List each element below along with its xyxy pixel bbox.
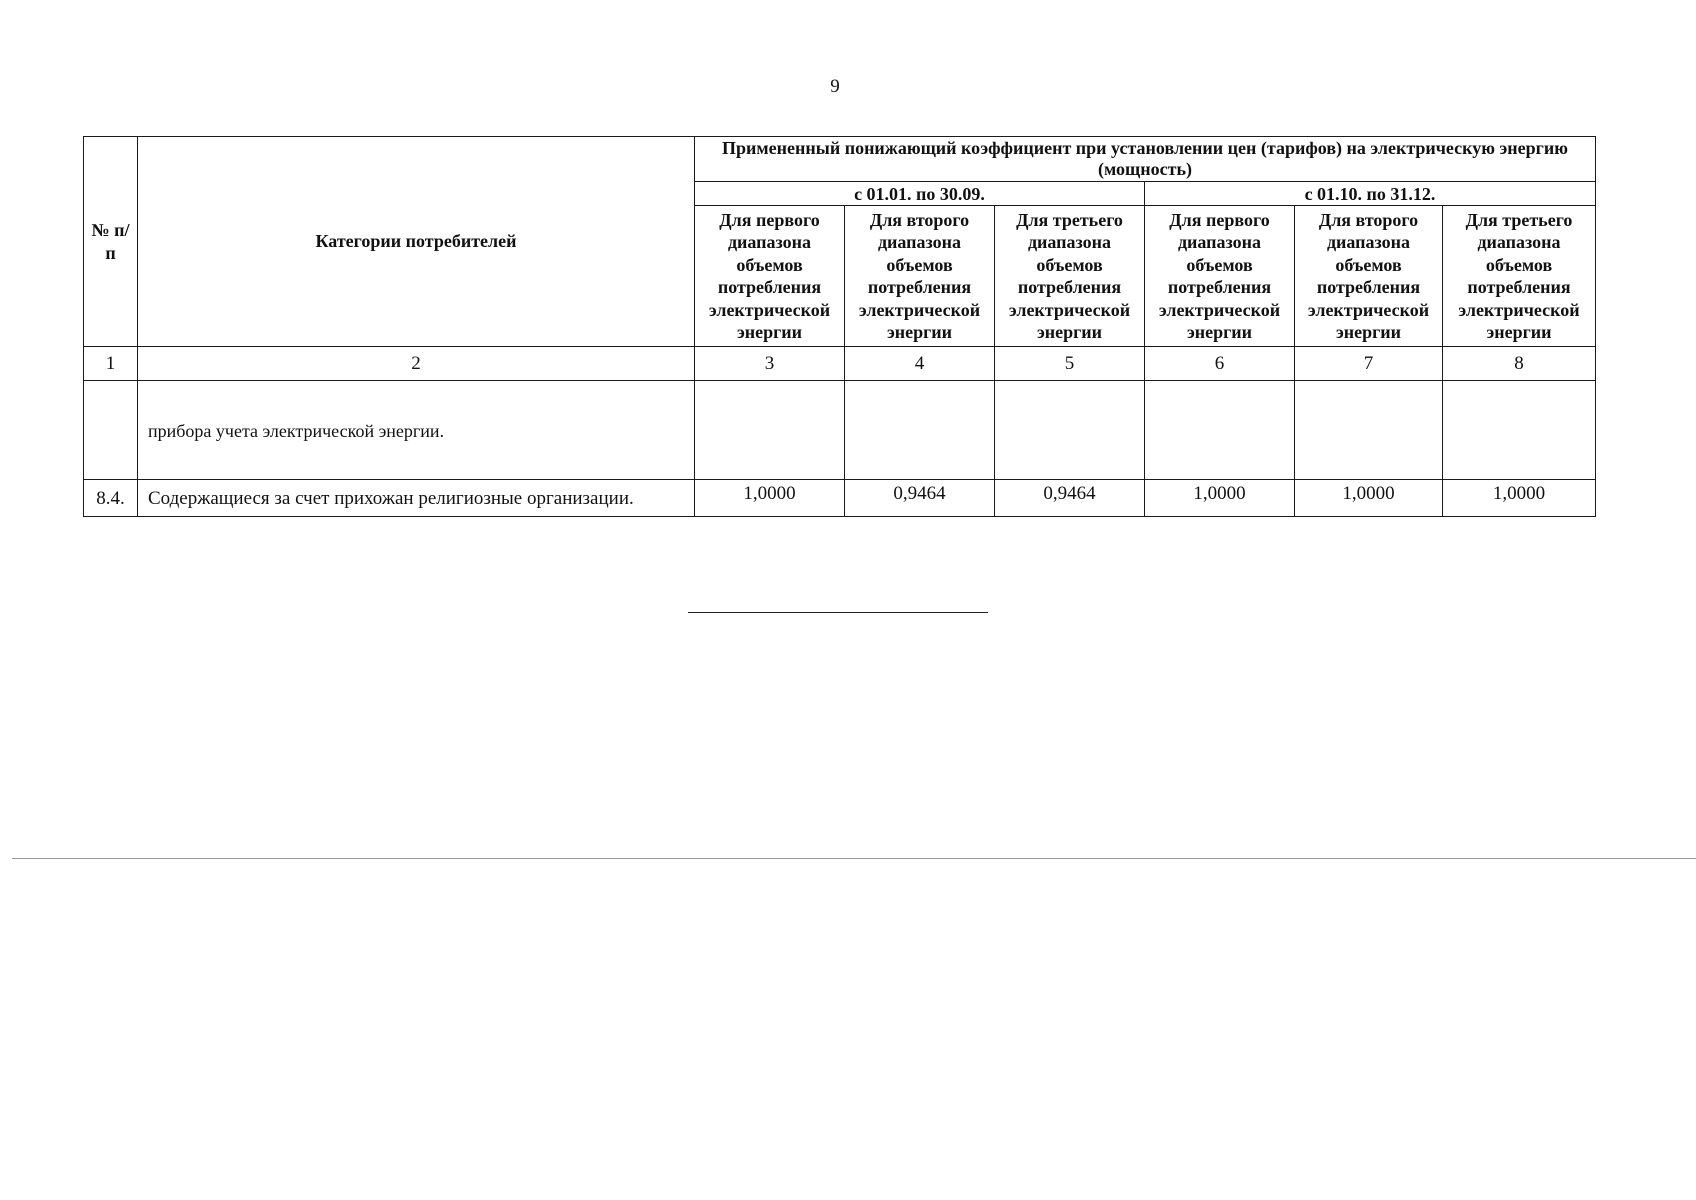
header-range-2: Для второго диапазона объемов потребления электрической энергии [845,206,995,347]
header-number-col: № п/п [84,137,138,347]
page-number: 9 [830,76,840,97]
header-range-4: Для первого диапазона объемов потребления электрической энергии [1145,206,1295,347]
column-number: 7 [1295,347,1443,381]
row-value [1145,381,1295,480]
table-row [84,480,1596,517]
row-value [1443,381,1596,480]
table-row [84,381,1596,480]
row-number [84,381,138,480]
column-number-row [84,347,1596,381]
header-range-1: Для первого диапазона объемов потребления электрической энергии [695,206,845,347]
column-number: 1 [84,347,138,381]
row-value: 0,9464 [845,480,995,517]
row-value [695,381,845,480]
column-number: 8 [1443,347,1596,381]
row-category: Содержащиеся за счет прихожан религиозные организации. [138,480,695,517]
row-value: 1,0000 [1295,480,1443,517]
row-value [1295,381,1443,480]
header-period-1: с 01.01. по 30.09. [695,182,1145,206]
column-number: 5 [995,347,1145,381]
row-number: 8.4. [84,480,138,517]
row-value: 1,0000 [695,480,845,517]
column-number: 6 [1145,347,1295,381]
row-category: прибора учета электрической энергии. [138,381,695,480]
row-value [995,381,1145,480]
end-separator-line [688,612,988,613]
row-value: 0,9464 [995,480,1145,517]
header-range-6: Для третьего диапазона объемов потребления электрической энергии [1443,206,1596,347]
header-category-col: Категории потребителей [138,137,695,347]
tariff-coefficient-table [83,136,1596,517]
header-main: Примененный понижающий коэффициент при установлении цен (тарифов) на электрическую энергию (мощность) [695,137,1596,182]
row-value: 1,0000 [1145,480,1295,517]
header-period-2: с 01.10. по 31.12. [1145,182,1596,206]
header-range-3: Для третьего диапазона объемов потребления электрической энергии [995,206,1145,347]
row-value [845,381,995,480]
column-number: 2 [138,347,695,381]
column-number: 4 [845,347,995,381]
header-range-5: Для второго диапазона объемов потребления электрической энергии [1295,206,1443,347]
column-number: 3 [695,347,845,381]
scan-fold-line [12,858,1696,859]
row-value: 1,0000 [1443,480,1596,517]
